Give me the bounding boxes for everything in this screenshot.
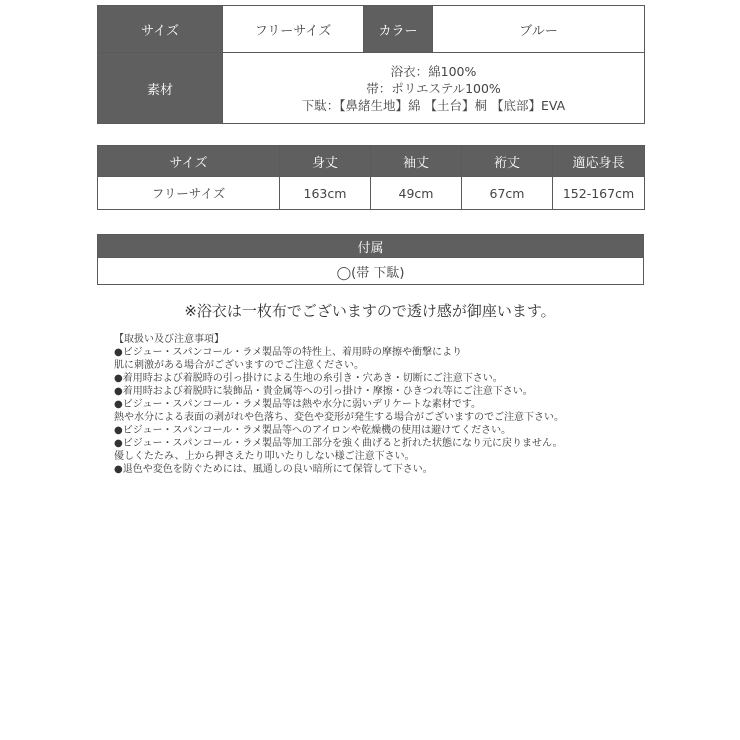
care-line: 肌に刺激がある場合がございますのでご注意ください。 (114, 360, 364, 371)
size-header-sleeve: 袖丈 (371, 146, 462, 177)
size-header-length: 身丈 (280, 146, 371, 177)
care-line: 熱や水分による表面の剥がれや色落ち、変色や変形が発生する場合がございますのでご注意下さい。 (114, 412, 564, 423)
size-cell-size: フリーサイズ (98, 177, 280, 210)
care-line: ●退色や変色を防ぐためには、風通しの良い暗所にて保管して下さい。 (114, 464, 433, 475)
care-instructions (114, 333, 654, 476)
size-value: フリーサイズ (223, 6, 364, 53)
size-header-yuki: 裄丈 (462, 146, 553, 177)
care-line: 優しくたたみ、上から押さえたり叩いたりしない様ご注意下さい。 (114, 451, 415, 462)
transparency-note: ※浴衣は一枚布でございますので透け感が御座います。 (184, 302, 556, 320)
color-value: ブルー (433, 6, 645, 53)
size-cell-sleeve: 49cm (371, 177, 462, 210)
care-line: ●ビジュー・スパンコール・ラメ製品等は熱や水分に弱いデリケートな素材です。 (114, 399, 482, 410)
spec-table (97, 5, 645, 124)
material-line-obi: 帯：ポリエステル100% (366, 80, 501, 96)
size-cell-height: 152-167cm (553, 177, 645, 210)
size-header-size: サイズ (98, 146, 280, 177)
care-title: 【取扱い及び注意事項】 (114, 334, 224, 345)
size-cell-length: 163cm (280, 177, 371, 210)
material-line-geta: 下駄：【鼻緒生地】綿 【土台】桐 【底部】EVA (301, 97, 566, 113)
color-label: カラー (364, 6, 433, 53)
care-line: ●着用時および着脱時に装飾品・貴金属等への引っ掛け・摩擦・ひきつれ等にご注意下さい。 (114, 386, 533, 397)
care-line: ●着用時および着脱時の引っ掛けによる生地の糸引き・穴あき・切断にご注意下さい。 (114, 373, 503, 384)
material-value (223, 53, 645, 124)
care-line: ●ビジュー・スパンコール・ラメ製品等の特性上、着用時の摩擦や衝撃により (114, 347, 463, 358)
size-cell-yuki: 67cm (462, 177, 553, 210)
material-label: 素材 (98, 53, 223, 124)
care-line: ●ビジュー・スパンコール・ラメ製品等加工部分を強く曲げると折れた状態になり元に戻りません。 (114, 438, 563, 449)
accessories-table (97, 234, 644, 285)
material-line-yukata: 浴衣：綿100% (390, 63, 477, 79)
accessories-header: 付属 (98, 235, 644, 258)
size-table (97, 145, 645, 210)
size-header-height: 適応身長 (553, 146, 645, 177)
accessories-value: ◯(帯 下駄) (98, 258, 644, 285)
care-line: ●ビジュー・スパンコール・ラメ製品等へのアイロンや乾燥機の使用は避けてください。 (114, 425, 512, 436)
size-label: サイズ (98, 6, 223, 53)
